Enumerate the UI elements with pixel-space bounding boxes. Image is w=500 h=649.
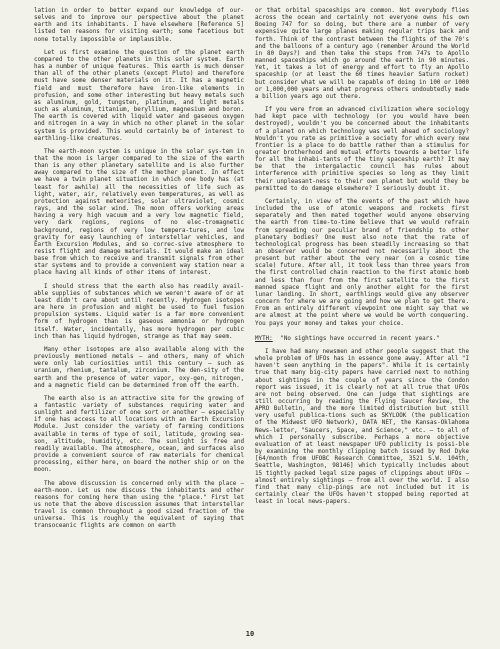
right-column <box>255 8 469 512</box>
paragraph: or that orbital spaceships are common. Not everybody flies across the ocean and certainly not everyone owns his own Boeing 747 for so doing, but there are a number of very expensive quite large planes making regular trips back and forth. Think of the contrast between the flights of the 70's and the balloons of a century ago (remember Around the World in 80 Days?) and then take the steps from 747s to Apollo manned spaceships which go around the earth in 90 minutes. Yet, it takes a lot of energy and effort to fly an Apollo spaceship (or at least the 60 times heavier Saturn rocket) but consider what we will be capable of doing in 100 or 1000 or 1,000,000 years and what progress others undoubtedly made a billion years ago out there. <box>255 8 469 100</box>
paragraph: The above discussion is concerned only with the place – earth-moon. Let us now discuss the inhabitants and other reasons for coming here than using the "place." First let us note that the above discussion assumes that interstellar travel is common throughout a good sized fraction of the universe. This is roughly the equivalent of saying that transoceanic flights are common on earth <box>34 480 244 530</box>
myth-heading <box>255 336 469 343</box>
paragraph: lation in order to better expand our knowledge of our-selves and to improve our perspective about the planet earth and its inhabitants. I have elsewhere [Reference 5] listed ten reasons for visiting earth; some facetious but none totally impossible or implausible. <box>34 8 244 43</box>
paragraph: If you were from an advanced civilization where sociology had kept pace with technology (or you would have been destroyed), wouldn't you be concerned about the inhabitants of a planet on which technology was well ahead of sociology? Wouldn't you rate as primitive a society for which every new frontier is a place to do battle rather than a stimulus for greater brotherhood and mutual efforts towards a better life for all the inhabi-tants of the tiny spaceship earth? It may be that the intergalactic council has rules about interference with primitive species so long as they limit their unpleasant-ness to their own planet but would they be permitted to do damage elsewhere? I seriously doubt it. <box>255 107 469 192</box>
paragraph: I have had many newsmen and other people suggest that the whole problem of UFOs has in essence gone away. After all "I haven't seen anything in the papers". While it is certainly true that many big-city papers have carried next to nothing about sightings in the couple of years since the Condon report was issued, it is clearly not at all true that UFOs are not being observed. One can judge that sightings are still occurring by reading the Flying Saucer Review, the APRO Bulletin, and the more limited distribution but still very useful publica-tions such as SKYLOOK (the publication of the Midwest UFO Network), DATA NET, the Kansas-Oklahoma News-letter, "Saucers, Space, and Science," etc. – to all of which I personally subscribe. Perhaps a more objective evaluation of at least newspaper UFO publicity is possi-ble by examining the monthly clipping batch issued by Rod Dyke [64/month from UFOBC Research Committee, 3521 S.W. 104th, Seattle, Washington, 98146] which typically includes about 15 tightly packed legal size pages of clippings about UFOs – almost entirely sightings – from all over the world. I also find that many clip-pings are not included but it is certainly clear the UFOs haven't stopped being reported at least in local news-papers. <box>255 348 469 506</box>
paragraph: Many other isotopes are also available along with the previously mentioned metals – and others, many of which were only lab curiosities until this century – such as uranium, rhenium, tantalum, zirconium. The den-sity of the earth and the presence of water vapor, oxy-gen, nitrogen, and a magnetic field can be determined from off the earth. <box>34 346 244 389</box>
left-column <box>34 8 244 537</box>
paragraph: Let us first examine the question of the planet earth compared to the other planets in this solar system. Earth has a number of unique features. This earth is much denser than all of the other planets (except Pluto) and therefore must have some denser materials on it. It has a magnetic field and must therefore have iron-like elements in profusion, and some other interesting but heavy metals such as aluminum, gold, tungsten, platinum, and light metals such as aluminum, titanium, beryllium, magnesium and boron. The earth is covered with liquid water and gaseous oxygen and nitrogen in a way in which no other planet in the solar system is provided. This would certainly be of interest to earthling-like creatures. <box>34 49 244 142</box>
myth-quote: "No sightings have occurred in recent years." <box>280 335 440 342</box>
page-number: 10 <box>245 630 255 638</box>
paragraph: The earth-moon system is unique in the solar sys-tem in that the moon is larger compared to the size of the earth than is any other planetary satellite and is also further away compared to the size of the mother planet. In effect we have a twin planet situation in which one body has (at least for awhile) all the necessities of life such as light, water, air, relatively even temperatures, as well as protection against meteorites, solar ultraviolet, cosmic rays, and the solar wind. The moon offers working areas having a very high vacuum and a very low magnetic field, very dark regions, regions of no elec-tromagnetic background, regions of very low tempera-tures, and low gravity for easy launching of interstellar vehicles, and Earth Excursion Modules, and so correc-sive atmosphere to resist flight and damage materials. It would make an ideal base from which to receive and transmit signals from other star systems and to provide a convenient way station near a place having all kinds of other items of interest. <box>34 148 244 277</box>
paragraph: I should stress that the earth also has readily avail-able supplies of substances which we weren't aware of or at least didn't care about until recently. Hydrogen isotopes are here in profusion and might be used to fuel fusion propulsion systems. Liquid water is a far more convenient form of hydrogen than is gaseous ammonia or hydrogen itself. Water, incidentally, has more hydrogen per cubic inch than has liquid hydrogen, strange as that may seem. <box>34 283 244 340</box>
myth-label: MYTH: <box>255 335 273 342</box>
paragraph: The earth also is an attractive site for the growing of a fantastic variety of substances requiring water and sunlight and fertilizer of one sort or another – especially if one has access to all locations with an Earth Excursion Module. Just consider the variety of farming conditions available in terms of type of soil, latitude, growing sea-son, altitude, humidity, etc. The sunlight is free and readily available. The atmosphere, ocean, and surfaces also provide a convenient source of raw materials for chemical processing, either here, on board the mother ship or on the moon. <box>34 395 244 474</box>
paragraph: Certainly, in view of the events of the past which have included the use of atomic weapons and rockets first separately and then mated together would anyone observing the earth from time-to-time believe that we would refrain from spreading our peculiar brand of friendship to other planetary bodies? One must also note that the rate of technological progress has been steadily increasing so that an observer would be concerned not necessarily about the present but rather about the very near (on a cosmic time scale) future. After all, it took less than three years from the first controlled chain reaction to the first atomic bomb and less than four from the first satellite to the first manned space flight and only another eight for the first lunar landing. In short, earthlings would give any observer concern for where we are going and how we plan to get there. From an entirely different viewpoint one might say that we are almost at the point where we would be worth conquering. You pays your money and takes your choice. <box>255 198 469 327</box>
